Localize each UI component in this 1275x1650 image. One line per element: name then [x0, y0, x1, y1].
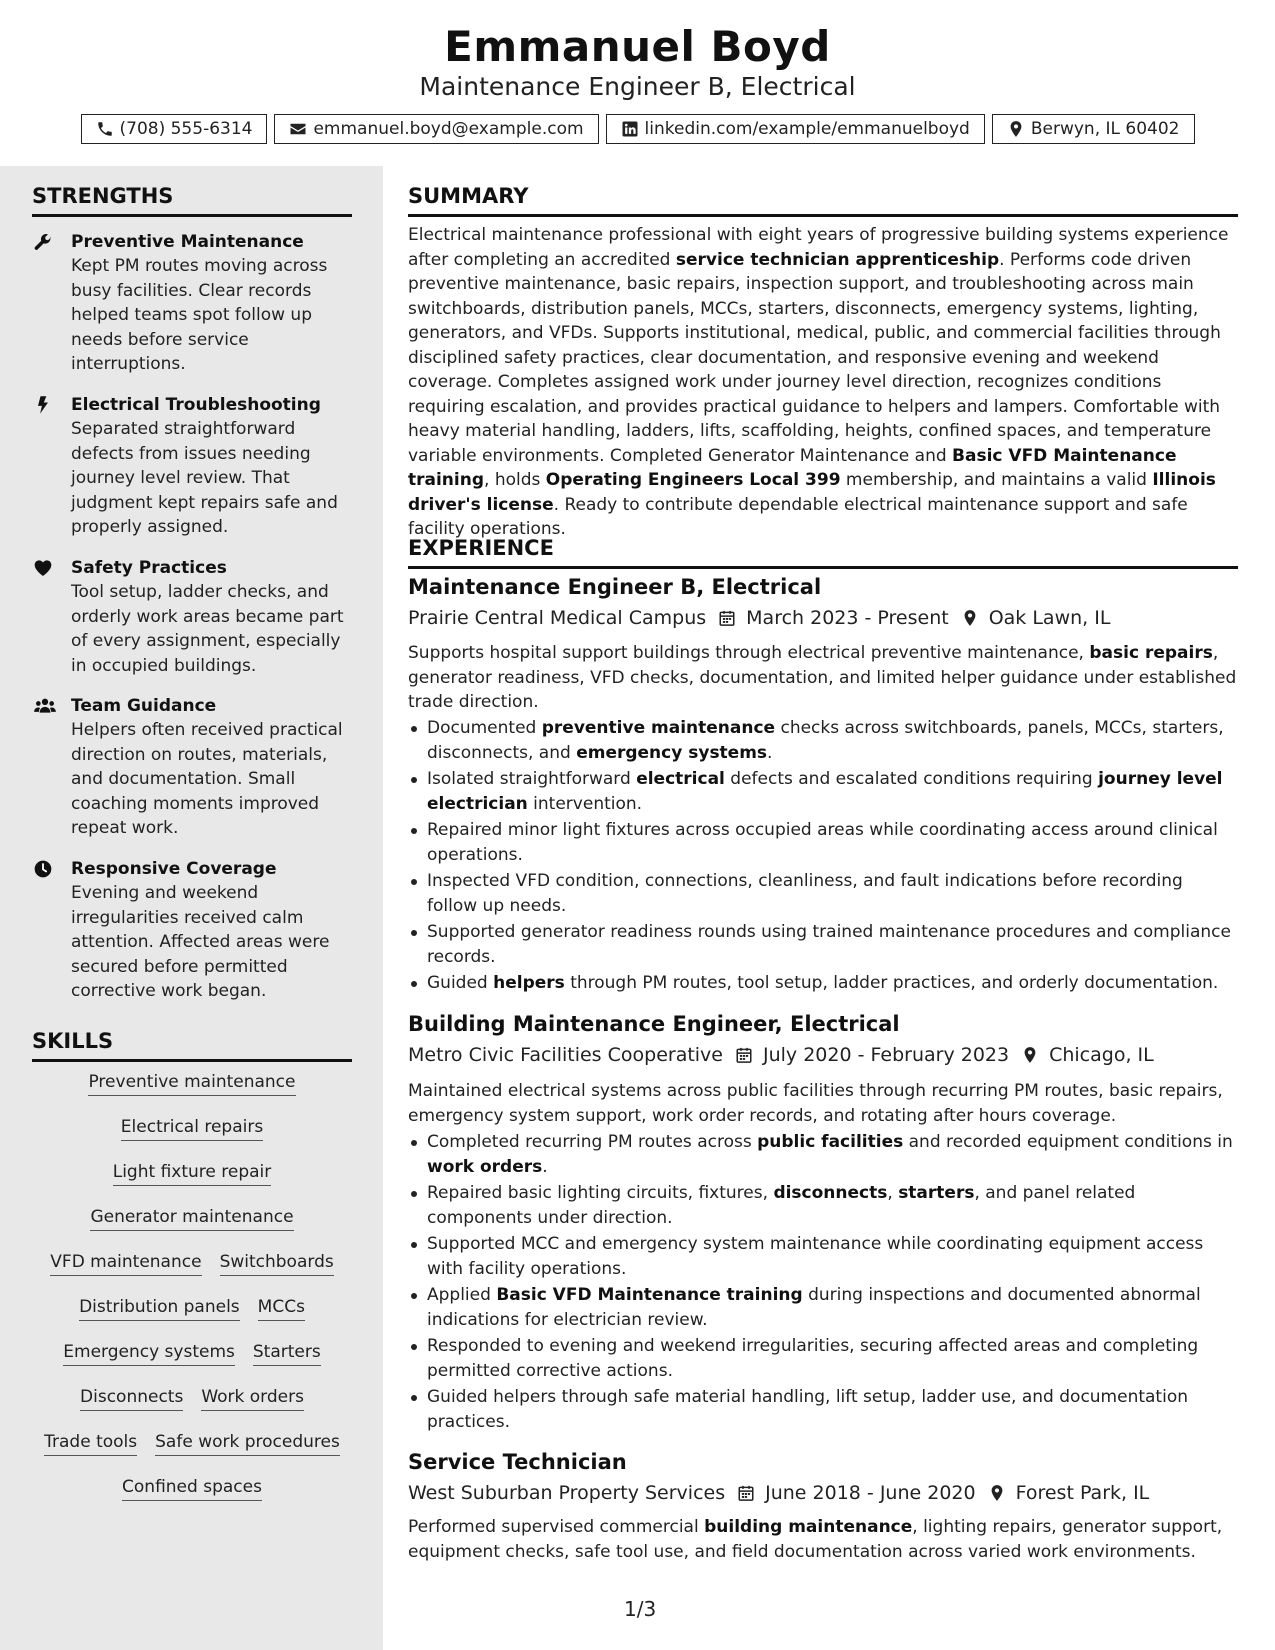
- text-segment: through PM routes, tool setup, ladder practices, and orderly documentation.: [564, 973, 1219, 993]
- text-segment: Supported generator readiness rounds using trained maintenance procedures and compliance records.: [427, 922, 1231, 967]
- bolt-icon: [32, 395, 54, 415]
- calendar-icon: [737, 1483, 755, 1503]
- strength-description: Tool setup, ladder checks, and orderly work areas became part of every assignment, especially in occupied buildings.: [71, 582, 344, 676]
- experience-heading: EXPERIENCE: [408, 536, 1238, 569]
- heart-icon: [32, 558, 54, 578]
- skill-row: [32, 1342, 352, 1387]
- map-pin-icon: [988, 1483, 1006, 1503]
- bullet-item: [408, 920, 1238, 969]
- skill-tag: Light fixture repair: [113, 1162, 272, 1186]
- job-company: Prairie Central Medical Campus: [408, 607, 707, 629]
- bold-text: public facilities: [757, 1132, 904, 1152]
- strength-description: Separated straightforward defects from issues needing journey level review. That judgment kept repairs safe and properly assigned.: [71, 419, 338, 537]
- phone-contact[interactable]: [81, 114, 268, 144]
- skill-row: [32, 1477, 352, 1522]
- text-segment: and recorded equipment conditions in: [903, 1132, 1233, 1152]
- bullet-item: [408, 716, 1238, 765]
- skill-tag: Emergency systems: [63, 1342, 235, 1366]
- bold-text: Basic VFD Maintenance training: [496, 1285, 803, 1305]
- text-segment: Applied: [427, 1285, 497, 1305]
- email-contact[interactable]: [274, 114, 598, 144]
- linkedin-icon: [621, 120, 639, 138]
- text-segment: during inspections and documented abnormal indications for electrician review.: [427, 1285, 1201, 1330]
- contact-bar: [0, 114, 1275, 144]
- calendar-icon: [735, 1045, 753, 1065]
- location-text: Berwyn, IL 60402: [1030, 119, 1180, 139]
- skills-heading: SKILLS: [32, 1029, 352, 1062]
- skill-tag: MCCs: [258, 1297, 305, 1321]
- text-segment: Repaired minor light fixtures across occupied areas while coordinating access around clinical operations.: [427, 820, 1218, 865]
- text-segment: Responded to evening and weekend irregularities, securing affected areas and completing permitted corrective actions.: [427, 1336, 1199, 1381]
- bullet-item: [408, 1181, 1238, 1230]
- job-location: Forest Park, IL: [1015, 1482, 1150, 1504]
- skill-tag: Trade tools: [44, 1432, 137, 1456]
- job-dates: March 2023 - Present: [746, 607, 949, 629]
- skill-row: [32, 1117, 352, 1162]
- candidate-name: Emmanuel Boyd: [444, 22, 831, 71]
- job-dates: July 2020 - February 2023: [763, 1044, 1010, 1066]
- text-segment: Inspected VFD condition, connections, cleanliness, and fault indications before recording follow up needs.: [427, 871, 1183, 916]
- bold-text: service technician apprenticeship: [675, 249, 1000, 270]
- bullet-item: [408, 767, 1238, 816]
- strength-description: Helpers often received practical direction on routes, materials, and documentation. Small coaching moments improved repeat work.: [71, 720, 343, 838]
- bold-text: preventive maintenance: [541, 718, 776, 738]
- text-segment: Documented: [427, 718, 542, 738]
- job-description: [408, 1515, 1238, 1564]
- clock-icon: [32, 859, 54, 879]
- skill-tag: Electrical repairs: [121, 1117, 263, 1141]
- bullet-item: [408, 818, 1238, 867]
- text-segment: Guided: [427, 973, 494, 993]
- text-segment: , generator readiness, VFD checks, documentation, and limited helper guidance under established trade direction.: [408, 643, 1237, 712]
- strength-title: Responsive Coverage: [71, 859, 277, 879]
- strength-title: Safety Practices: [71, 558, 227, 578]
- strength-title: Team Guidance: [71, 696, 217, 716]
- bullet-item: [408, 1130, 1238, 1179]
- bold-text: emergency systems: [576, 742, 768, 763]
- strength-item: [32, 694, 352, 841]
- summary-text: [408, 223, 1238, 542]
- text-segment: Completed recurring PM routes across: [427, 1132, 758, 1152]
- map-pin-icon: [1021, 1045, 1039, 1065]
- skill-row: [32, 1297, 352, 1342]
- skill-tag: VFD maintenance: [50, 1252, 201, 1276]
- text-segment: , holds: [484, 470, 546, 490]
- phone-icon: [96, 120, 114, 138]
- job-location: Oak Lawn, IL: [988, 607, 1111, 629]
- skill-tag: Confined spaces: [122, 1477, 262, 1501]
- text-segment: . Performs code driven preventive maintenance, basic repairs, inspection support, and troubleshooting across main switchboards, distribution panels, MCCs, starters, disconnects, emergency systems, lighting, generators, and VFDs. Supports institutional, medical, public, and commercial facilities through disciplined safety practices, clear documentation, and responsive evening and weekend coverage. Completes assigned work under journey level direction, recognizes conditions requiring escalation, and provides practical guidance to helpers and lampers. Comfortable with heavy material handling, ladders, lifts, scaffolding, heights, confined spaces, and temperature variable environments. Completed Generator Maintenance and: [408, 249, 1221, 466]
- job-meta: [408, 1044, 1154, 1066]
- strength-title: Preventive Maintenance: [71, 232, 304, 252]
- text-segment: . Ready to contribute dependable electrical maintenance support and safe facility operations.: [408, 494, 1188, 539]
- job-description: [408, 1079, 1238, 1128]
- job-description: [408, 641, 1238, 715]
- bullet-item: [408, 1385, 1238, 1434]
- text-segment: intervention.: [527, 793, 643, 814]
- skill-row: [32, 1162, 352, 1207]
- skill-row: [32, 1252, 352, 1297]
- email-text: emmanuel.boyd@example.com: [313, 119, 584, 139]
- text-segment: membership, and maintains a valid: [840, 470, 1153, 490]
- bullet-item: [408, 1283, 1238, 1332]
- map-pin-icon: [961, 608, 979, 628]
- bold-text: Illinois driver's license: [408, 470, 1216, 515]
- text-segment: Guided helpers through safe material handling, lift setup, ladder use, and documentation practices.: [427, 1387, 1188, 1432]
- skills-list: [32, 1072, 352, 1522]
- strength-item: [32, 230, 352, 377]
- location-contact: [992, 114, 1195, 144]
- bold-text: helpers: [493, 973, 565, 993]
- page-number: 1/3: [624, 1597, 657, 1621]
- bullet-item: [408, 1232, 1238, 1281]
- text-segment: Isolated straightforward: [427, 769, 637, 789]
- skill-tag: Preventive maintenance: [88, 1072, 295, 1096]
- strength-item: [32, 556, 352, 678]
- strength-item: [32, 857, 352, 1004]
- skill-tag: Work orders: [201, 1387, 304, 1411]
- skill-row: [32, 1072, 352, 1117]
- bullet-item: [408, 869, 1238, 918]
- job-location: Chicago, IL: [1049, 1044, 1154, 1066]
- strength-title: Electrical Troubleshooting: [71, 395, 321, 415]
- linkedin-contact[interactable]: [606, 114, 985, 144]
- strength-description: Kept PM routes moving across busy facilities. Clear records helped teams spot follow up needs before service interruptions.: [71, 256, 328, 374]
- skill-tag: Generator maintenance: [90, 1207, 293, 1231]
- summary-heading: SUMMARY: [408, 184, 1238, 217]
- text-segment: Supported MCC and emergency system maintenance while coordinating equipment access with facility operations.: [427, 1234, 1204, 1279]
- candidate-title: Maintenance Engineer B, Electrical: [419, 72, 856, 101]
- strength-description: Evening and weekend irregularities received calm attention. Affected areas were secured before permitted corrective work began.: [71, 883, 330, 1001]
- text-segment: Performed supervised commercial: [408, 1517, 705, 1537]
- bold-text: Basic VFD Maintenance training: [408, 445, 1177, 490]
- bullet-item: [408, 1334, 1238, 1383]
- text-segment: ,: [887, 1183, 899, 1203]
- text-segment: checks across switchboards, panels, MCCs, starters, disconnects, and: [427, 718, 1224, 763]
- job-bullets: [408, 1130, 1238, 1436]
- strengths-heading: STRENGTHS: [32, 184, 352, 217]
- bold-text: Operating Engineers Local 399: [545, 470, 841, 490]
- text-segment: , lighting repairs, generator support, equipment checks, safe tool use, and field documentation across varied work environments.: [408, 1517, 1223, 1562]
- text-segment: defects and escalated conditions requiring: [724, 769, 1099, 789]
- bold-text: work orders: [427, 1156, 543, 1177]
- text-segment: Maintained electrical systems across public facilities through recurring PM routes, basic repairs, emergency system support, work order records, and rotating after hours coverage.: [408, 1081, 1223, 1126]
- bold-text: disconnects: [773, 1183, 888, 1203]
- calendar-icon: [718, 608, 736, 628]
- bold-text: basic repairs: [1089, 643, 1213, 663]
- text-segment: Supports hospital support buildings through electrical preventive maintenance,: [408, 643, 1090, 663]
- job-company: Metro Civic Facilities Cooperative: [408, 1044, 723, 1066]
- text-segment: , and panel related components under direction.: [427, 1183, 1136, 1228]
- text-segment: .: [542, 1156, 548, 1177]
- text-segment: Repaired basic lighting circuits, fixtures,: [427, 1183, 774, 1203]
- job-title: Service Technician: [408, 1450, 627, 1474]
- phone-text: (708) 555-6314: [119, 119, 253, 139]
- text-segment: .: [767, 742, 773, 763]
- text-segment: Electrical maintenance professional with eight years of progressive building systems experience after completing an accredited: [408, 225, 1229, 270]
- skill-row: [32, 1207, 352, 1252]
- job-meta: [408, 607, 1110, 629]
- job-dates: June 2018 - June 2020: [765, 1482, 976, 1504]
- bold-text: electrical: [636, 769, 725, 789]
- map-pin-icon: [1007, 120, 1025, 138]
- job-bullets: [408, 716, 1238, 998]
- bold-text: building maintenance: [704, 1517, 913, 1537]
- strength-item: [32, 393, 352, 540]
- job-title: Maintenance Engineer B, Electrical: [408, 575, 822, 599]
- job-title: Building Maintenance Engineer, Electrical: [408, 1012, 900, 1036]
- skill-tag: Switchboards: [220, 1252, 334, 1276]
- wrench-icon: [32, 232, 54, 252]
- skill-tag: Distribution panels: [79, 1297, 240, 1321]
- job-meta: [408, 1482, 1149, 1504]
- skill-tag: Safe work procedures: [155, 1432, 340, 1456]
- skill-tag: Starters: [253, 1342, 321, 1366]
- job-company: West Suburban Property Services: [408, 1482, 726, 1504]
- skill-tag: Disconnects: [80, 1387, 183, 1411]
- bullet-item: [408, 971, 1238, 996]
- linkedin-text: linkedin.com/example/emmanuelboyd: [644, 119, 970, 139]
- skill-row: [32, 1387, 352, 1432]
- bold-text: starters: [898, 1183, 975, 1203]
- users-icon: [32, 696, 58, 716]
- skill-row: [32, 1432, 352, 1477]
- envelope-icon: [289, 120, 307, 138]
- bold-text: journey level electrician: [427, 769, 1223, 814]
